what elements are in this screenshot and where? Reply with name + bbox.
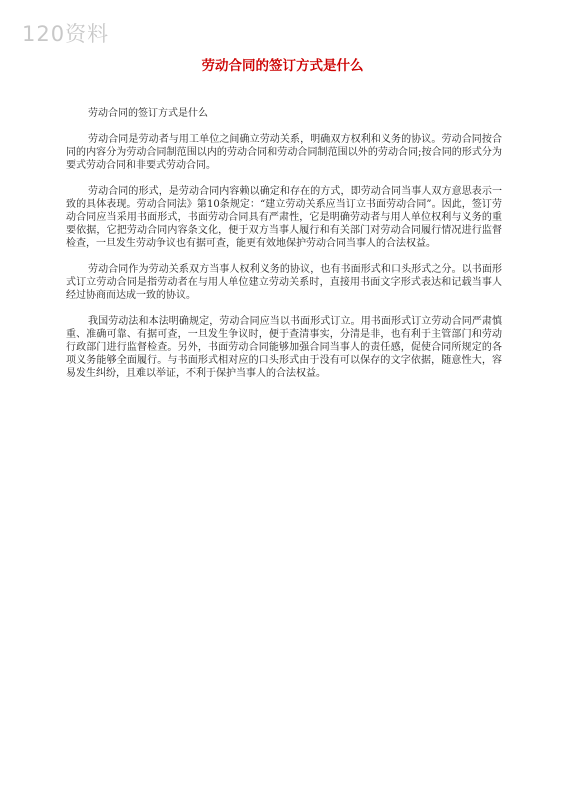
document-subtitle: 劳动合同的签订方式是什么 [88,108,208,119]
paragraph-4: 我国劳动法和本法明确规定，劳动合同应当以书面形式订立。用书面形式订立劳动合同严肃慎重、准确可靠、有据可查，一旦发生争议时，便于查清事实，分清是非，也有利于主管部门和劳动行政部门进行监督检查。另外，书面劳动合同能够加强合同当事人的责任感，促使合同所规定的各项义务能够全面履行。与书面形式相对应的口头形式由于没有可以保存的文字依据，随意性大，容易发生纠纷，且难以举证，不利于保护当事人的合法权益。 [66,316,502,379]
paragraph-1: 劳动合同是劳动者与用工单位之间确立劳动关系，明确双方权利和义务的协议。劳动合同按合同的内容分为劳动合同制范围以内的劳动合同和劳动合同制范围以外的劳动合同;按合同的形式分为要式劳动合同和非要式劳动合同。 [66,134,502,171]
document-body [66,107,502,393]
paragraph-3: 劳动合同作为劳动关系双方当事人权利义务的协议，也有书面形式和口头形式之分。以书面形式订立劳动合同是指劳动者在与用人单位建立劳动关系时，直接用书面文字形式表达和记载当事人经过协商而达成一致的协议。 [66,264,502,301]
paragraph-2: 劳动合同的形式，是劳动合同内容赖以确定和存在的方式，即劳动合同当事人双方意思表示一致的具体表现。劳动合同法》第10条规定：“建立劳动关系应当订立书面劳动合同”。因此，签订劳动合同应当采用书面形式，书面劳动合同具有严肃性，它是明确劳动者与用人单位权利与义务的重要依据，它把劳动合同内容条文化，便于双方当事人履行和有关部门对劳动合同履行情况进行监督检查，一旦发生劳动争议也有据可查，能更有效地保护劳动合同当事人的合法权益。 [66,186,502,249]
watermark-logo: 120资料 [22,22,110,46]
document-title: 劳动合同的签订方式是什么 [201,58,364,74]
